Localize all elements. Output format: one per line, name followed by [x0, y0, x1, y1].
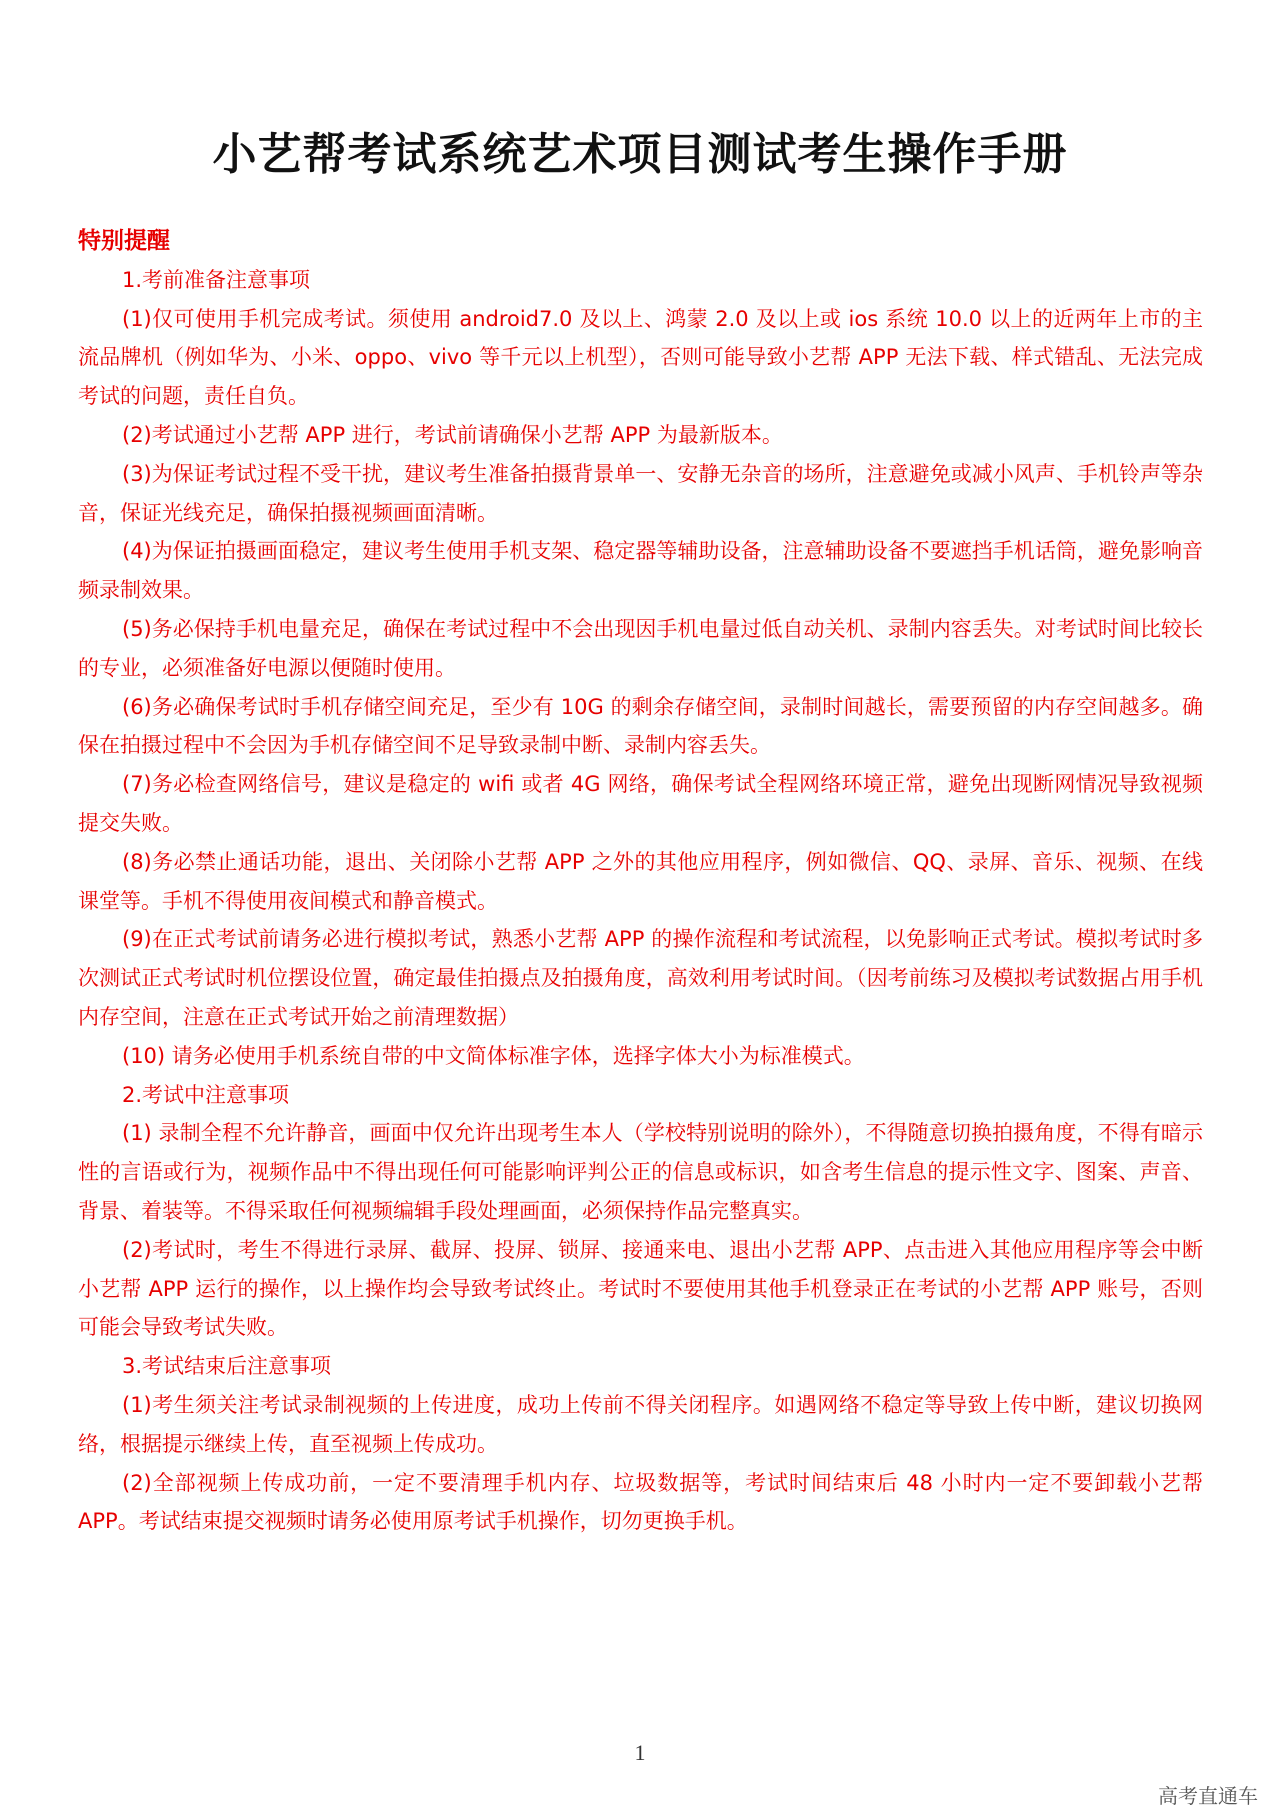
paragraph: (3)为保证考试过程不受干扰，建议考生准备拍摄背景单一、安静无杂音的场所，注意避免或减小风声、手机铃声等杂音，保证光线充足，确保拍摄视频画面清晰。: [78, 461, 1203, 525]
section-heading-pre-exam: 1.考前准备注意事项: [122, 267, 311, 292]
paragraph: (8)务必禁止通话功能，退出、关闭除小艺帮 APP 之外的其他应用程序，例如微信、QQ、录屏、音乐、视频、在线课堂等。手机不得使用夜间模式和静音模式。: [78, 849, 1203, 913]
paragraph: (10) 请务必使用手机系统自带的中文简体标准字体，选择字体大小为标准模式。: [122, 1043, 865, 1068]
paragraph: (2)考试通过小艺帮 APP 进行，考试前请确保小艺帮 APP 为最新版本。: [122, 422, 783, 447]
watermark: 高考直通车: [1158, 1784, 1258, 1808]
section-heading-after-exam: 3.考试结束后注意事项: [122, 1354, 332, 1379]
document-title: 小艺帮考试系统艺术项目测试考生操作手册: [212, 129, 1068, 180]
paragraph: (1) 录制全程不允许静音，画面中仅允许出现考生本人（学校特别说明的除外），不得随意切换拍摄角度，不得有暗示性的言语或行为，视频作品中不得出现任何可能影响评判公正的信息或标识，如含考生信息的提示性文字、图案、声音、背景、着装等。不得采取任何视频编辑手段处理画面，必须保持作品完整真实。: [78, 1121, 1203, 1223]
paragraph: (1)考生须关注考试录制视频的上传进度，成功上传前不得关闭程序。如遇网络不稳定等导致上传中断，建议切换网络，根据提示继续上传，直至视频上传成功。: [78, 1392, 1203, 1456]
document-body: [78, 222, 1203, 1541]
paragraph: (2)考试时，考生不得进行录屏、截屏、投屏、锁屏、接通来电、退出小艺帮 APP、点击进入其他应用程序等会中断小艺帮 APP 运行的操作，以上操作均会导致考试终止。考试时不要使用其他手机登录正在考试的小艺帮 APP 账号，否则可能会导致考试失败。: [78, 1237, 1203, 1340]
paragraph: (2)全部视频上传成功前，一定不要清理手机内存、垃圾数据等，考试时间结束后 48 小时内一定不要卸载小艺帮 APP。考试结束提交视频时请务必使用原考试手机操作，切勿更换手机。: [78, 1470, 1203, 1534]
paragraph: (7)务必检查网络信号，建议是稳定的 wifi 或者 4G 网络，确保考试全程网络环境正常，避免出现断网情况导致视频提交失败。: [78, 772, 1203, 835]
paragraph: (4)为保证拍摄画面稳定，建议考生使用手机支架、稳定器等辅助设备，注意辅助设备不要遮挡手机话筒，避免影响音频录制效果。: [78, 539, 1203, 603]
paragraph: (9)在正式考试前请务必进行模拟考试，熟悉小艺帮 APP 的操作流程和考试流程，以免影响正式考试。模拟考试时多次测试正式考试时机位摆设位置，确定最佳拍摄点及拍摄角度，高效利用考试时间。（因考前练习及模拟考试数据占用手机内存空间，注意在正式考试开始之前清理数据）: [78, 927, 1203, 1029]
paragraph: (1)仅可使用手机完成考试。须使用 android7.0 及以上、鸿蒙 2.0 及以上或 ios 系统 10.0 以上的近两年上市的主流品牌机（例如华为、小米、oppo、vivo 等千元以上机型），否则可能导致小艺帮 APP 无法下载、样式错乱、无法完成考试的问题，责任自负。: [78, 306, 1203, 409]
section-heading-during-exam: 2.考试中注意事项: [122, 1082, 290, 1107]
page-number: 1: [634, 1740, 646, 1765]
special-reminder-heading: 特别提醒: [78, 228, 170, 254]
paragraph: (5)务必保持手机电量充足，确保在考试过程中不会出现因手机电量过低自动关机、录制内容丢失。对考试时间比较长的专业，必须准备好电源以便随时使用。: [78, 616, 1203, 680]
paragraph: (6)务必确保考试时手机存储空间充足，至少有 10G 的剩余存储空间，录制时间越长，需要预留的内存空间越多。确保在拍摄过程中不会因为手机存储空间不足导致录制中断、录制内容丢失。: [78, 694, 1203, 758]
